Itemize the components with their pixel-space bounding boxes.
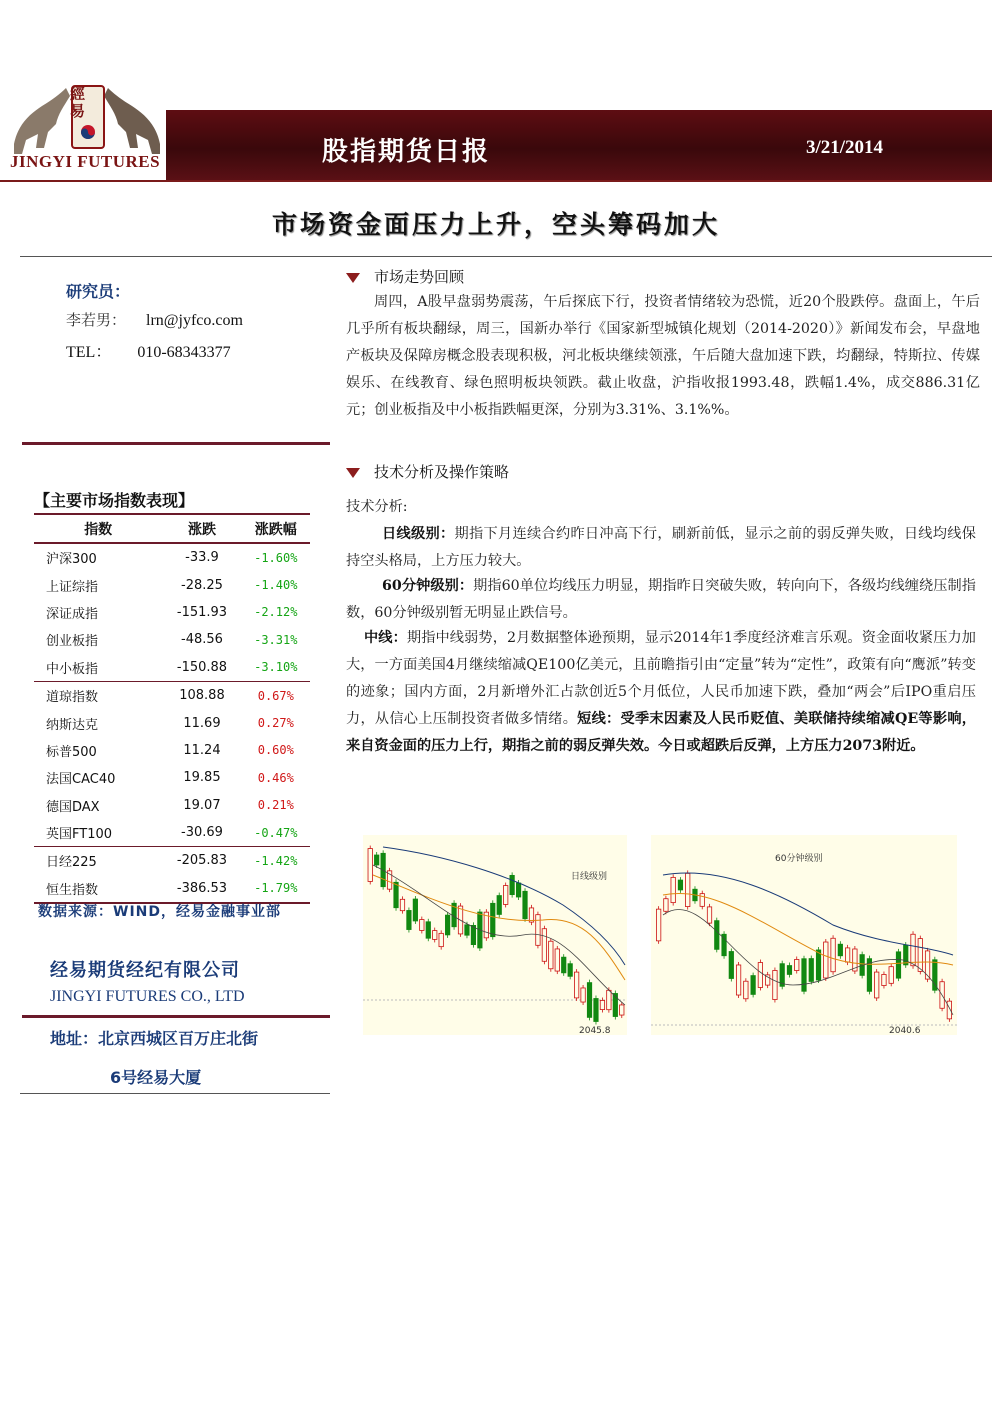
- index-name: 道琼指数: [46, 690, 99, 706]
- candle-body: [751, 976, 755, 995]
- min60-analysis: [346, 573, 976, 627]
- report-title: 股指期货日报: [322, 137, 491, 167]
- technical-heading-row: [346, 461, 509, 482]
- daily-label: 日线级别：: [382, 526, 455, 542]
- table-row: [34, 737, 310, 764]
- index-change: 19.07: [183, 797, 221, 813]
- market-review-text: 周四，A股早盘弱势震荡，午后探底下行，投资者情绪较为恐慌，近20个股跌停。盘面上，午后几乎所有板块翻绿，周三，国新办举行《国家新型城镇化规划（2014-2020）》新闻发布会，早盘地产板块及保障房概念股表现积极，河北板块继续领涨，午后随大盘加速下跌，均翻绿，特斯拉、传媒娱乐、在线教育、绿色照明板块领跌。截止收盘，沪指收报1993.48，跌幅1.4%，成交886.31亿元；创业板指及中小板指跌幅更深，分别为3.31%、3.1%%。: [346, 294, 980, 418]
- index-change: -386.53: [176, 880, 228, 896]
- candle-body: [491, 903, 495, 936]
- index-table-title: 【主要市场指数表现】: [34, 491, 195, 510]
- candle-body: [368, 849, 372, 882]
- candle-body: [686, 873, 690, 906]
- index-pct: -1.40%: [254, 578, 298, 593]
- short-label: 短线：: [577, 711, 621, 727]
- index-change: 11.69: [183, 715, 221, 731]
- index-change: 108.88: [179, 688, 225, 704]
- candle-body: [678, 880, 682, 890]
- index-name: 上证综指: [46, 579, 99, 595]
- candle-body: [568, 964, 572, 977]
- index-pct: -1.79%: [254, 881, 298, 896]
- index-change: -48.56: [181, 632, 223, 648]
- candle-body: [523, 891, 527, 918]
- candle-body: [516, 883, 520, 897]
- arrow-down-icon: [346, 273, 360, 283]
- candle-body: [600, 1000, 604, 1009]
- index-change: 11.24: [183, 742, 221, 758]
- candle-body: [433, 931, 437, 940]
- researcher-heading: 研究员：: [66, 282, 131, 301]
- candle-body: [802, 959, 806, 992]
- index-pct: 0.27%: [257, 716, 294, 731]
- candle-body: [536, 915, 540, 946]
- candle-body: [439, 933, 443, 946]
- table-row: [34, 709, 310, 736]
- index-pct: -3.31%: [254, 632, 298, 647]
- logo-wordmark: JINGYI FUTURES: [10, 152, 161, 171]
- market-review-heading-row: [346, 266, 464, 287]
- index-name: 中小板指: [46, 661, 99, 677]
- index-name: 英国FT100: [46, 827, 113, 843]
- index-name: 标普500: [46, 744, 97, 760]
- min60-low-label: 2040.6: [889, 1026, 921, 1035]
- candle-body: [510, 875, 514, 894]
- tel-label: TEL：: [66, 344, 112, 361]
- left-divider-1: [22, 442, 330, 445]
- candle-body: [503, 886, 507, 905]
- candle-body: [911, 934, 915, 965]
- table-row: [34, 626, 310, 653]
- candle-body: [729, 952, 733, 979]
- candle-body: [413, 899, 417, 921]
- candle-body: [529, 908, 533, 922]
- index-pct: 0.21%: [257, 798, 294, 813]
- banner-divider: [0, 180, 992, 182]
- daily-analysis: [346, 521, 976, 575]
- candle-body: [824, 942, 828, 978]
- min60-label: 60分钟级别：: [382, 578, 474, 594]
- candle-body: [407, 910, 411, 929]
- daily-low-label: 2045.8: [579, 1026, 611, 1035]
- market-review-heading: 市场走势回顾: [374, 268, 465, 286]
- index-pct: -2.12%: [254, 605, 298, 620]
- mid-label: 中线：: [364, 630, 407, 646]
- table-row: [34, 819, 310, 847]
- index-name: 法国CAC40: [46, 772, 116, 788]
- researcher-row: [66, 309, 243, 330]
- min60-chart-title: 60分钟级别: [775, 854, 823, 864]
- index-pct: -1.42%: [254, 853, 298, 868]
- candle-body: [715, 921, 719, 950]
- researcher-email[interactable]: lrn@jyfco.com: [146, 312, 243, 329]
- index-name: 恒生指数: [46, 882, 99, 898]
- candle-body: [933, 960, 937, 990]
- candle-body: [744, 981, 748, 999]
- address-line-1: 地址：北京西城区百万庄北街: [50, 1029, 259, 1048]
- candle-body: [882, 974, 886, 985]
- candle-body: [581, 988, 585, 1002]
- report-date: 3/21/2014: [806, 137, 884, 158]
- table-row: [34, 764, 310, 791]
- candle-body: [574, 972, 578, 998]
- mid-text: 期指中线弱势，2月数据整体逊预期，显示2014年1季度经济难言乐观。资金面收紧压力加大，一方面美国4月继续缩减QE100亿美元，且前瞻指引由“定量”转为“定性”，政策有向“鹰派”转变的迹象；国内方面，2月新增外汇占款创近5个月低位，人民币加速下跌，叠加“两会”后IPO重启压力，从信心上压制投资者做多情绪。: [346, 630, 976, 727]
- candle-body: [947, 1001, 951, 1019]
- candle-body: [594, 998, 598, 1021]
- index-change: -33.9: [185, 550, 219, 566]
- candle-body: [918, 939, 922, 972]
- candle-body: [758, 963, 762, 988]
- arrow-down-icon: [346, 468, 360, 478]
- table-row: [34, 875, 310, 903]
- candle-body: [562, 957, 566, 973]
- left-divider-2: [22, 1015, 330, 1018]
- index-name: 沪深300: [46, 552, 97, 568]
- index-change: -28.25: [181, 577, 223, 593]
- column-header: 涨跌幅: [254, 521, 297, 538]
- candle-body: [831, 938, 835, 971]
- candle-body: [497, 896, 501, 915]
- min60-text: 期指60单位均线压力明显，期指昨日突破失败，转向向下，各级均线缠绕压制指数，60分钟级别暂无明显止跌信号。: [346, 578, 976, 621]
- footer-divider: [20, 1093, 330, 1094]
- candle-body: [394, 882, 398, 907]
- candle-body: [374, 855, 378, 865]
- logo-seal-text: 經易: [70, 85, 86, 120]
- table-row: [34, 571, 310, 598]
- index-change: -205.83: [176, 853, 228, 869]
- tel-number: 010-68343377: [137, 344, 231, 361]
- candlestick-charts: [363, 835, 957, 1035]
- index-name: 创业板指: [46, 634, 99, 650]
- candle-body: [816, 950, 820, 980]
- index-pct: 0.67%: [257, 688, 294, 703]
- candle-body: [736, 965, 740, 995]
- technical-heading: 技术分析及操作策略: [374, 463, 510, 481]
- candle-body: [587, 983, 591, 1018]
- index-name: 纳斯达克: [46, 717, 99, 733]
- candle-body: [889, 967, 893, 984]
- index-pct: 0.46%: [257, 770, 294, 785]
- company-name-cn: 经易期货经纪有限公司: [50, 960, 240, 981]
- headline: 市场资金面压力上升，空头筹码加大: [271, 210, 720, 239]
- daily-chart-title: 日线级别: [571, 872, 608, 882]
- table-row: [34, 654, 310, 682]
- candle-body: [845, 948, 849, 962]
- candle-body: [445, 915, 449, 935]
- candle-body: [555, 949, 559, 971]
- candle-body: [773, 970, 777, 999]
- candle-body: [465, 925, 469, 935]
- index-name: 深证成指: [46, 606, 99, 622]
- candle-body: [874, 972, 878, 998]
- index-pct: -3.10%: [254, 660, 298, 675]
- company-name-en: JINGYI FUTURES CO., LTD: [50, 988, 245, 1005]
- technical-intro: 技术分析:: [346, 499, 408, 515]
- table-row: [34, 599, 310, 626]
- index-name: 德国DAX: [46, 799, 100, 815]
- candle-body: [707, 907, 711, 923]
- candle-body: [787, 966, 791, 975]
- column-header: 涨跌: [187, 521, 216, 538]
- column-header: 指数: [84, 521, 113, 538]
- candle-body: [896, 952, 900, 978]
- candle-body: [904, 945, 908, 965]
- table-row: [34, 543, 310, 571]
- candle-body: [542, 929, 546, 962]
- table-row: [34, 847, 310, 875]
- researcher-name: 李若男：: [66, 311, 127, 329]
- candle-body: [400, 899, 404, 910]
- data-source: 数据来源：WIND，经易金融事业部: [38, 904, 281, 920]
- candle-body: [838, 944, 842, 956]
- index-table: [34, 513, 310, 904]
- candle-body: [607, 990, 611, 1009]
- index-name: 日经225: [46, 855, 97, 871]
- candle-body: [426, 922, 430, 938]
- candle-body: [809, 959, 813, 982]
- headline-divider: [20, 256, 992, 257]
- candle-body: [795, 959, 799, 970]
- index-change: -151.93: [176, 604, 228, 620]
- table-header-row: [34, 514, 310, 543]
- table-row: [34, 681, 310, 709]
- index-pct: 0.60%: [257, 743, 294, 758]
- table-row: [34, 792, 310, 819]
- candle-body: [420, 920, 424, 931]
- index-pct: -0.47%: [254, 825, 298, 840]
- candle-body: [664, 899, 668, 912]
- short-text: 受季末因素及人民币贬值、美联储持续缩减QE等影响，来自资金面的压力上行，期指之前的弱反弹失效。今日或超跌后反弹，上方压力2073附近。: [346, 711, 976, 754]
- index-pct: -1.60%: [254, 550, 298, 565]
- daily-text: 期指下月连续合约昨日冲高下行，刷新前低，显示之前的弱反弹失败，日线均线保持空头格局，上方压力较大。: [346, 526, 976, 569]
- candle-body: [925, 951, 929, 979]
- index-change: -30.69: [181, 825, 223, 841]
- address-line-2: 6号经易大厦: [110, 1068, 202, 1087]
- index-change: 19.85: [183, 770, 221, 786]
- index-change: -150.88: [176, 659, 228, 675]
- candle-body: [671, 877, 675, 902]
- candle-body: [549, 941, 553, 969]
- tel-row: [66, 339, 231, 362]
- mid-analysis: [346, 625, 976, 760]
- candle-body: [620, 1005, 624, 1015]
- candle-body: [656, 909, 660, 941]
